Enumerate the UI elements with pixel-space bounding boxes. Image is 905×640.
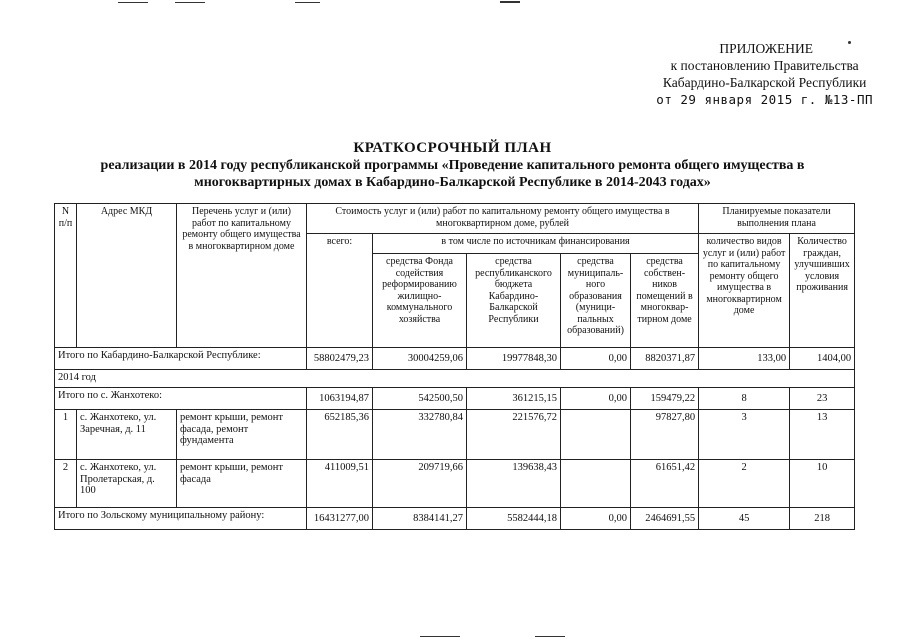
appendix-title: ПРИЛОЖЕНИЕ (719, 41, 813, 56)
total-village-row (55, 388, 855, 410)
cell-address: с. Жанхотеко, ул. Пролетарская, д. 100 (77, 460, 177, 508)
cell-owners: 8820371,87 (631, 348, 699, 370)
cell-republic: 361215,15 (467, 388, 561, 410)
scan-mark (175, 2, 205, 3)
header-sources: в том числе по источникам финансирования (373, 234, 699, 254)
row-label: Итого по Зольскому муниципальному району: (55, 508, 307, 530)
cell-total: 16431277,00 (307, 508, 373, 530)
cell-kinds: 3 (699, 410, 790, 460)
row-label: Итого по с. Жанхотеко: (55, 388, 307, 410)
header-republic: средства республиканского бюджета Кабардино-Балкарской Республики (467, 254, 561, 348)
cell-num: 1 (55, 410, 77, 460)
cell-kinds: 2 (699, 460, 790, 508)
cell-owners: 61651,42 (631, 460, 699, 508)
cell-fund: 209719,66 (373, 460, 467, 508)
cell-republic: 139638,43 (467, 460, 561, 508)
cell-citizens: 218 (790, 508, 855, 530)
year-label: 2014 год (55, 370, 855, 388)
header-total: всего: (307, 234, 373, 348)
cell-total: 652185,36 (307, 410, 373, 460)
cell-republic: 19977848,30 (467, 348, 561, 370)
cell-municipal: 0,00 (561, 388, 631, 410)
cell-fund: 30004259,06 (373, 348, 467, 370)
cell-citizens: 1404,00 (790, 348, 855, 370)
cell-owners: 97827,80 (631, 410, 699, 460)
table-row (55, 410, 855, 460)
appendix-date: от 29 января 2015 г. №13-ПП (656, 92, 873, 107)
year-row (55, 370, 855, 388)
cell-kinds: 45 (699, 508, 790, 530)
cell-kinds: 133,00 (699, 348, 790, 370)
scan-mark (118, 2, 148, 3)
cell-citizens: 23 (790, 388, 855, 410)
scan-mark (295, 2, 320, 3)
header-citizens: Количество граждан, улучшивших условия проживания (790, 234, 855, 348)
header-owners: средства собствен-ников помещений в многоквар-тирном доме (631, 254, 699, 348)
header-cost: Стоимость услуг и (или) работ по капитальному ремонту общего имущества в многоквартирном доме, рублей (307, 204, 699, 234)
header-municipal: средства муниципаль-ного образования (муници-пальных образований) (561, 254, 631, 348)
cell-republic: 221576,72 (467, 410, 561, 460)
scan-mark (535, 636, 565, 637)
cell-services: ремонт крыши, ремонт фасада (177, 460, 307, 508)
cell-municipal (561, 410, 631, 460)
header-indicators: Планируемые показатели выполнения плана (699, 204, 855, 234)
header-fund: средства Фонда содействия реформированию жилищно-коммунального хозяйства (373, 254, 467, 348)
header-kinds: количество видов услуг и (или) работ по капитальному ремонту общего имущества в многоквартирном доме (699, 234, 790, 348)
cell-fund: 8384141,27 (373, 508, 467, 530)
cell-citizens: 10 (790, 460, 855, 508)
scan-mark (500, 1, 520, 3)
title-main: КРАТКОСРОЧНЫЙ ПЛАН (353, 140, 552, 156)
appendix-line: Кабардино-Балкарской Республики (662, 75, 867, 90)
cell-municipal: 0,00 (561, 508, 631, 530)
cell-citizens: 13 (790, 410, 855, 460)
cell-municipal (561, 460, 631, 508)
cell-services: ремонт крыши, ремонт фасада, ремонт фундамента (177, 410, 307, 460)
document-title (0, 140, 905, 191)
cell-fund: 542500,50 (373, 388, 467, 410)
header-address: Адрес МКД (77, 204, 177, 348)
appendix-block (656, 40, 873, 108)
cell-owners: 159479,22 (631, 388, 699, 410)
cell-total: 411009,51 (307, 460, 373, 508)
header-num: N п/п (55, 204, 77, 348)
title-sub: реализации в 2014 году республиканской программы «Проведение капитального ремонта общего имущества в (100, 158, 805, 173)
cell-address: с. Жанхотеко, ул. Заречная, д. 11 (77, 410, 177, 460)
table-row (55, 460, 855, 508)
cell-municipal: 0,00 (561, 348, 631, 370)
cell-owners: 2464691,55 (631, 508, 699, 530)
scan-mark (420, 636, 460, 637)
cell-total: 58802479,23 (307, 348, 373, 370)
cell-kinds: 8 (699, 388, 790, 410)
row-label: Итого по Кабардино-Балкарской Республике: (55, 348, 307, 370)
total-republic-row (55, 348, 855, 370)
cell-fund: 332780,84 (373, 410, 467, 460)
cell-num: 2 (55, 460, 77, 508)
cell-total: 1063194,87 (307, 388, 373, 410)
appendix-line: к постановлению Правительства (670, 58, 859, 73)
title-sub: многоквартирных домах в Кабардино-Балкарской Республике в 2014-2043 годах» (194, 175, 711, 190)
cell-republic: 5582444,18 (467, 508, 561, 530)
plan-table (54, 203, 855, 530)
total-district-row (55, 508, 855, 530)
header-services: Перечень услуг и (или) работ по капитальному ремонту общего имущества в многоквартирном доме (177, 204, 307, 348)
